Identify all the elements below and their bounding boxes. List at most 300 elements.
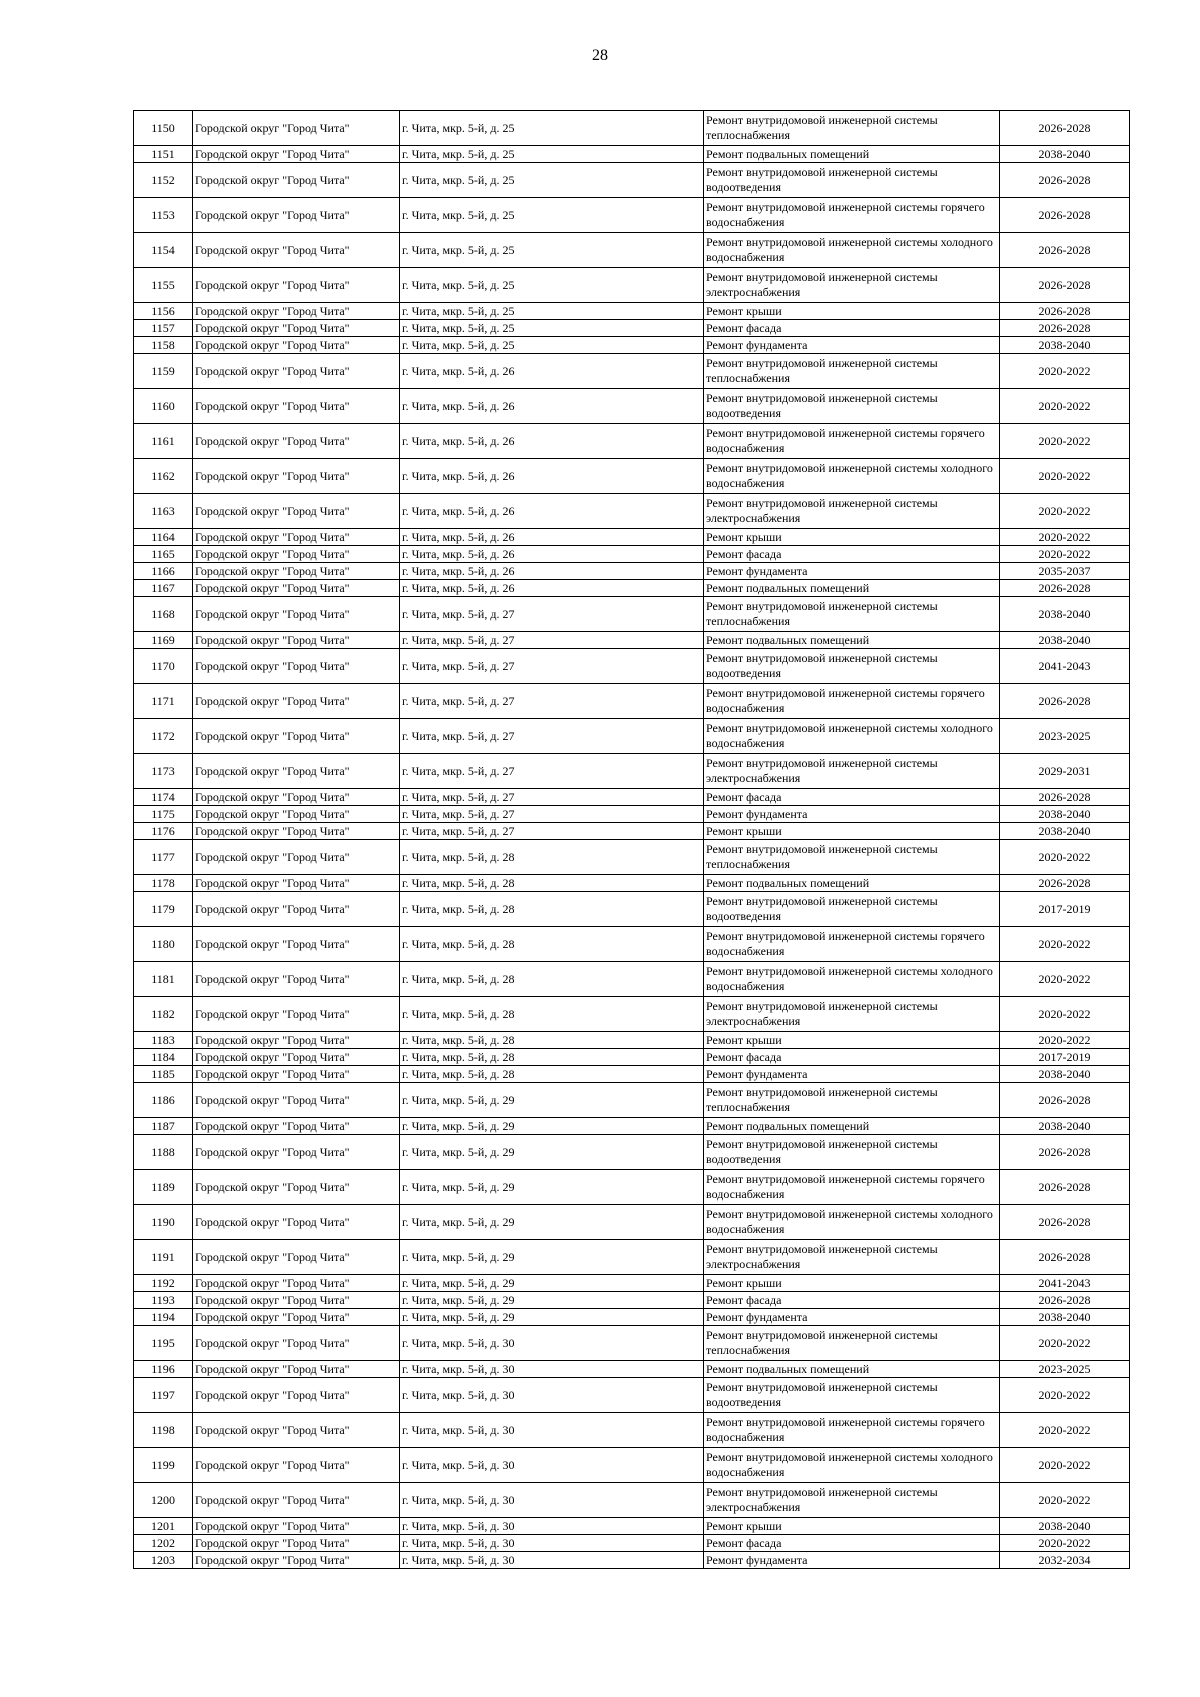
row-number-cell: 1184 bbox=[134, 1049, 193, 1066]
municipality-cell: Городской округ "Город Чита" bbox=[193, 1275, 400, 1292]
row-number-cell: 1161 bbox=[134, 424, 193, 459]
address-cell: г. Чита, мкр. 5-й, д. 30 bbox=[400, 1413, 704, 1448]
address-cell: г. Чита, мкр. 5-й, д. 26 bbox=[400, 389, 704, 424]
period-cell: 2026-2028 bbox=[1000, 111, 1130, 146]
row-number-cell: 1173 bbox=[134, 754, 193, 789]
period-cell: 2038-2040 bbox=[1000, 1518, 1130, 1535]
address-cell: г. Чита, мкр. 5-й, д. 29 bbox=[400, 1275, 704, 1292]
table-row bbox=[134, 1275, 1130, 1292]
address-cell: г. Чита, мкр. 5-й, д. 25 bbox=[400, 233, 704, 268]
address-cell: г. Чита, мкр. 5-й, д. 25 bbox=[400, 198, 704, 233]
address-cell: г. Чита, мкр. 5-й, д. 27 bbox=[400, 632, 704, 649]
period-cell: 2035-2037 bbox=[1000, 563, 1130, 580]
period-cell: 2026-2028 bbox=[1000, 1170, 1130, 1205]
work-type-cell: Ремонт внутридомовой инженерной системы горячего водоснабжения bbox=[704, 684, 1000, 719]
municipality-cell: Городской округ "Город Чита" bbox=[193, 719, 400, 754]
table-row bbox=[134, 459, 1130, 494]
row-number-cell: 1197 bbox=[134, 1378, 193, 1413]
period-cell: 2020-2022 bbox=[1000, 459, 1130, 494]
municipality-cell: Городской округ "Город Чита" bbox=[193, 163, 400, 198]
row-number-cell: 1153 bbox=[134, 198, 193, 233]
table-row bbox=[134, 354, 1130, 389]
address-cell: г. Чита, мкр. 5-й, д. 26 bbox=[400, 546, 704, 563]
address-cell: г. Чита, мкр. 5-й, д. 29 bbox=[400, 1309, 704, 1326]
municipality-cell: Городской округ "Город Чита" bbox=[193, 962, 400, 997]
period-cell: 2020-2022 bbox=[1000, 424, 1130, 459]
table-row bbox=[134, 1135, 1130, 1170]
municipality-cell: Городской округ "Город Чита" bbox=[193, 823, 400, 840]
table-row bbox=[134, 1205, 1130, 1240]
address-cell: г. Чита, мкр. 5-й, д. 30 bbox=[400, 1518, 704, 1535]
row-number-cell: 1202 bbox=[134, 1535, 193, 1552]
address-cell: г. Чита, мкр. 5-й, д. 27 bbox=[400, 823, 704, 840]
work-type-cell: Ремонт внутридомовой инженерной системы холодного водоснабжения bbox=[704, 233, 1000, 268]
municipality-cell: Городской округ "Город Чита" bbox=[193, 146, 400, 163]
address-cell: г. Чита, мкр. 5-й, д. 25 bbox=[400, 163, 704, 198]
municipality-cell: Городской округ "Город Чита" bbox=[193, 389, 400, 424]
period-cell: 2026-2028 bbox=[1000, 303, 1130, 320]
municipality-cell: Городской округ "Город Чита" bbox=[193, 1535, 400, 1552]
row-number-cell: 1189 bbox=[134, 1170, 193, 1205]
work-type-cell: Ремонт внутридомовой инженерной системы теплоснабжения bbox=[704, 111, 1000, 146]
municipality-cell: Городской округ "Город Чита" bbox=[193, 303, 400, 320]
period-cell: 2026-2028 bbox=[1000, 268, 1130, 303]
period-cell: 2038-2040 bbox=[1000, 1309, 1130, 1326]
work-type-cell: Ремонт крыши bbox=[704, 1518, 1000, 1535]
municipality-cell: Городской округ "Город Чита" bbox=[193, 424, 400, 459]
work-type-cell: Ремонт фундамента bbox=[704, 806, 1000, 823]
municipality-cell: Городской округ "Город Чита" bbox=[193, 337, 400, 354]
address-cell: г. Чита, мкр. 5-й, д. 29 bbox=[400, 1240, 704, 1275]
work-type-cell: Ремонт внутридомовой инженерной системы электроснабжения bbox=[704, 268, 1000, 303]
municipality-cell: Городской округ "Город Чита" bbox=[193, 1049, 400, 1066]
period-cell: 2026-2028 bbox=[1000, 1205, 1130, 1240]
work-type-cell: Ремонт фасада bbox=[704, 1535, 1000, 1552]
address-cell: г. Чита, мкр. 5-й, д. 27 bbox=[400, 597, 704, 632]
work-type-cell: Ремонт внутридомовой инженерной системы теплоснабжения bbox=[704, 1326, 1000, 1361]
period-cell: 2038-2040 bbox=[1000, 337, 1130, 354]
work-type-cell: Ремонт внутридомовой инженерной системы водоотведения bbox=[704, 1378, 1000, 1413]
table-row bbox=[134, 649, 1130, 684]
table-row bbox=[134, 1309, 1130, 1326]
address-cell: г. Чита, мкр. 5-й, д. 26 bbox=[400, 424, 704, 459]
work-type-cell: Ремонт внутридомовой инженерной системы электроснабжения bbox=[704, 997, 1000, 1032]
row-number-cell: 1182 bbox=[134, 997, 193, 1032]
period-cell: 2020-2022 bbox=[1000, 354, 1130, 389]
work-type-cell: Ремонт крыши bbox=[704, 303, 1000, 320]
row-number-cell: 1194 bbox=[134, 1309, 193, 1326]
row-number-cell: 1186 bbox=[134, 1083, 193, 1118]
period-cell: 2020-2022 bbox=[1000, 927, 1130, 962]
row-number-cell: 1200 bbox=[134, 1483, 193, 1518]
municipality-cell: Городской округ "Город Чита" bbox=[193, 840, 400, 875]
table-row bbox=[134, 1378, 1130, 1413]
row-number-cell: 1156 bbox=[134, 303, 193, 320]
table-row bbox=[134, 997, 1130, 1032]
work-type-cell: Ремонт фундамента bbox=[704, 563, 1000, 580]
row-number-cell: 1169 bbox=[134, 632, 193, 649]
work-type-cell: Ремонт фундамента bbox=[704, 1066, 1000, 1083]
table-row bbox=[134, 962, 1130, 997]
municipality-cell: Городской округ "Город Чита" bbox=[193, 1309, 400, 1326]
row-number-cell: 1195 bbox=[134, 1326, 193, 1361]
row-number-cell: 1178 bbox=[134, 875, 193, 892]
municipality-cell: Городской округ "Город Чита" bbox=[193, 233, 400, 268]
table-row bbox=[134, 1552, 1130, 1569]
table-row bbox=[134, 546, 1130, 563]
municipality-cell: Городской округ "Город Чита" bbox=[193, 1378, 400, 1413]
row-number-cell: 1188 bbox=[134, 1135, 193, 1170]
row-number-cell: 1183 bbox=[134, 1032, 193, 1049]
work-type-cell: Ремонт внутридомовой инженерной системы холодного водоснабжения bbox=[704, 719, 1000, 754]
table-row bbox=[134, 1066, 1130, 1083]
address-cell: г. Чита, мкр. 5-й, д. 29 bbox=[400, 1292, 704, 1309]
table-row bbox=[134, 597, 1130, 632]
row-number-cell: 1179 bbox=[134, 892, 193, 927]
work-type-cell: Ремонт подвальных помещений bbox=[704, 580, 1000, 597]
municipality-cell: Городской округ "Город Чита" bbox=[193, 927, 400, 962]
address-cell: г. Чита, мкр. 5-й, д. 25 bbox=[400, 111, 704, 146]
municipality-cell: Городской округ "Город Чита" bbox=[193, 754, 400, 789]
municipality-cell: Городской округ "Город Чита" bbox=[193, 875, 400, 892]
work-type-cell: Ремонт внутридомовой инженерной системы электроснабжения bbox=[704, 494, 1000, 529]
row-number-cell: 1193 bbox=[134, 1292, 193, 1309]
row-number-cell: 1167 bbox=[134, 580, 193, 597]
table-row bbox=[134, 337, 1130, 354]
work-type-cell: Ремонт внутридомовой инженерной системы теплоснабжения bbox=[704, 1083, 1000, 1118]
address-cell: г. Чита, мкр. 5-й, д. 25 bbox=[400, 337, 704, 354]
work-type-cell: Ремонт внутридомовой инженерной системы холодного водоснабжения bbox=[704, 1448, 1000, 1483]
period-cell: 2026-2028 bbox=[1000, 1083, 1130, 1118]
address-cell: г. Чита, мкр. 5-й, д. 25 bbox=[400, 320, 704, 337]
table-row bbox=[134, 268, 1130, 303]
table-row bbox=[134, 529, 1130, 546]
period-cell: 2041-2043 bbox=[1000, 649, 1130, 684]
work-type-cell: Ремонт крыши bbox=[704, 529, 1000, 546]
table-row bbox=[134, 632, 1130, 649]
table-row bbox=[134, 1448, 1130, 1483]
row-number-cell: 1180 bbox=[134, 927, 193, 962]
work-type-cell: Ремонт внутридомовой инженерной системы водоотведения bbox=[704, 892, 1000, 927]
work-type-cell: Ремонт внутридомовой инженерной системы теплоснабжения bbox=[704, 354, 1000, 389]
period-cell: 2020-2022 bbox=[1000, 1326, 1130, 1361]
table-row bbox=[134, 1361, 1130, 1378]
work-type-cell: Ремонт крыши bbox=[704, 1032, 1000, 1049]
address-cell: г. Чита, мкр. 5-й, д. 30 bbox=[400, 1361, 704, 1378]
municipality-cell: Городской округ "Город Чита" bbox=[193, 1240, 400, 1275]
row-number-cell: 1199 bbox=[134, 1448, 193, 1483]
work-type-cell: Ремонт фундамента bbox=[704, 337, 1000, 354]
row-number-cell: 1191 bbox=[134, 1240, 193, 1275]
address-cell: г. Чита, мкр. 5-й, д. 28 bbox=[400, 927, 704, 962]
row-number-cell: 1157 bbox=[134, 320, 193, 337]
work-type-cell: Ремонт подвальных помещений bbox=[704, 875, 1000, 892]
address-cell: г. Чита, мкр. 5-й, д. 29 bbox=[400, 1083, 704, 1118]
address-cell: г. Чита, мкр. 5-й, д. 30 bbox=[400, 1483, 704, 1518]
period-cell: 2020-2022 bbox=[1000, 1448, 1130, 1483]
period-cell: 2038-2040 bbox=[1000, 1066, 1130, 1083]
row-number-cell: 1176 bbox=[134, 823, 193, 840]
work-type-cell: Ремонт крыши bbox=[704, 823, 1000, 840]
period-cell: 2026-2028 bbox=[1000, 1240, 1130, 1275]
municipality-cell: Городской округ "Город Чита" bbox=[193, 459, 400, 494]
work-type-cell: Ремонт внутридомовой инженерной системы водоотведения bbox=[704, 163, 1000, 198]
address-cell: г. Чита, мкр. 5-й, д. 28 bbox=[400, 1032, 704, 1049]
address-cell: г. Чита, мкр. 5-й, д. 29 bbox=[400, 1118, 704, 1135]
row-number-cell: 1158 bbox=[134, 337, 193, 354]
period-cell: 2032-2034 bbox=[1000, 1552, 1130, 1569]
municipality-cell: Городской округ "Город Чита" bbox=[193, 1205, 400, 1240]
work-type-cell: Ремонт фундамента bbox=[704, 1309, 1000, 1326]
municipality-cell: Городской округ "Город Чита" bbox=[193, 1066, 400, 1083]
period-cell: 2026-2028 bbox=[1000, 580, 1130, 597]
address-cell: г. Чита, мкр. 5-й, д. 28 bbox=[400, 997, 704, 1032]
address-cell: г. Чита, мкр. 5-й, д. 29 bbox=[400, 1205, 704, 1240]
table-row bbox=[134, 754, 1130, 789]
municipality-cell: Городской округ "Город Чита" bbox=[193, 1413, 400, 1448]
work-type-cell: Ремонт внутридомовой инженерной системы водоотведения bbox=[704, 649, 1000, 684]
address-cell: г. Чита, мкр. 5-й, д. 26 bbox=[400, 459, 704, 494]
table-row bbox=[134, 1483, 1130, 1518]
table-row bbox=[134, 1240, 1130, 1275]
period-cell: 2020-2022 bbox=[1000, 389, 1130, 424]
row-number-cell: 1168 bbox=[134, 597, 193, 632]
period-cell: 2017-2019 bbox=[1000, 1049, 1130, 1066]
table-row bbox=[134, 1413, 1130, 1448]
address-cell: г. Чита, мкр. 5-й, д. 26 bbox=[400, 563, 704, 580]
address-cell: г. Чита, мкр. 5-й, д. 27 bbox=[400, 684, 704, 719]
table-row bbox=[134, 1118, 1130, 1135]
row-number-cell: 1154 bbox=[134, 233, 193, 268]
table-row bbox=[134, 1292, 1130, 1309]
address-cell: г. Чита, мкр. 5-й, д. 28 bbox=[400, 962, 704, 997]
page-number: 28 bbox=[592, 47, 608, 64]
row-number-cell: 1165 bbox=[134, 546, 193, 563]
period-cell: 2026-2028 bbox=[1000, 320, 1130, 337]
table-row bbox=[134, 303, 1130, 320]
municipality-cell: Городской округ "Город Чита" bbox=[193, 1292, 400, 1309]
address-cell: г. Чита, мкр. 5-й, д. 27 bbox=[400, 754, 704, 789]
work-type-cell: Ремонт внутридомовой инженерной системы водоотведения bbox=[704, 389, 1000, 424]
work-type-cell: Ремонт внутридомовой инженерной системы водоотведения bbox=[704, 1135, 1000, 1170]
row-number-cell: 1160 bbox=[134, 389, 193, 424]
municipality-cell: Городской округ "Город Чита" bbox=[193, 580, 400, 597]
municipality-cell: Городской округ "Город Чита" bbox=[193, 268, 400, 303]
address-cell: г. Чита, мкр. 5-й, д. 27 bbox=[400, 806, 704, 823]
municipality-cell: Городской округ "Город Чита" bbox=[193, 546, 400, 563]
municipality-cell: Городской округ "Город Чита" bbox=[193, 354, 400, 389]
row-number-cell: 1177 bbox=[134, 840, 193, 875]
municipality-cell: Городской округ "Город Чита" bbox=[193, 198, 400, 233]
period-cell: 2020-2022 bbox=[1000, 962, 1130, 997]
work-type-cell: Ремонт внутридомовой инженерной системы теплоснабжения bbox=[704, 597, 1000, 632]
address-cell: г. Чита, мкр. 5-й, д. 30 bbox=[400, 1378, 704, 1413]
address-cell: г. Чита, мкр. 5-й, д. 30 bbox=[400, 1326, 704, 1361]
address-cell: г. Чита, мкр. 5-й, д. 28 bbox=[400, 1066, 704, 1083]
period-cell: 2026-2028 bbox=[1000, 684, 1130, 719]
municipality-cell: Городской округ "Город Чита" bbox=[193, 320, 400, 337]
row-number-cell: 1192 bbox=[134, 1275, 193, 1292]
address-cell: г. Чита, мкр. 5-й, д. 27 bbox=[400, 649, 704, 684]
municipality-cell: Городской округ "Город Чита" bbox=[193, 632, 400, 649]
period-cell: 2026-2028 bbox=[1000, 1135, 1130, 1170]
work-type-cell: Ремонт фасада bbox=[704, 789, 1000, 806]
municipality-cell: Городской округ "Город Чита" bbox=[193, 806, 400, 823]
table-row bbox=[134, 146, 1130, 163]
municipality-cell: Городской округ "Город Чита" bbox=[193, 597, 400, 632]
table-row bbox=[134, 892, 1130, 927]
row-number-cell: 1181 bbox=[134, 962, 193, 997]
table-body bbox=[134, 111, 1130, 1569]
row-number-cell: 1152 bbox=[134, 163, 193, 198]
table-row bbox=[134, 424, 1130, 459]
work-type-cell: Ремонт внутридомовой инженерной системы горячего водоснабжения bbox=[704, 1170, 1000, 1205]
municipality-cell: Городской округ "Город Чита" bbox=[193, 563, 400, 580]
period-cell: 2026-2028 bbox=[1000, 163, 1130, 198]
municipality-cell: Городской округ "Город Чита" bbox=[193, 111, 400, 146]
address-cell: г. Чита, мкр. 5-й, д. 28 bbox=[400, 892, 704, 927]
row-number-cell: 1187 bbox=[134, 1118, 193, 1135]
row-number-cell: 1159 bbox=[134, 354, 193, 389]
table-row bbox=[134, 1518, 1130, 1535]
period-cell: 2026-2028 bbox=[1000, 1292, 1130, 1309]
table-row bbox=[134, 719, 1130, 754]
period-cell: 2026-2028 bbox=[1000, 875, 1130, 892]
address-cell: г. Чита, мкр. 5-й, д. 27 bbox=[400, 789, 704, 806]
table-row bbox=[134, 927, 1130, 962]
period-cell: 2026-2028 bbox=[1000, 789, 1130, 806]
row-number-cell: 1190 bbox=[134, 1205, 193, 1240]
municipality-cell: Городской округ "Город Чита" bbox=[193, 997, 400, 1032]
municipality-cell: Городской округ "Город Чита" bbox=[193, 649, 400, 684]
municipality-cell: Городской округ "Город Чита" bbox=[193, 684, 400, 719]
municipality-cell: Городской округ "Город Чита" bbox=[193, 1118, 400, 1135]
work-type-cell: Ремонт подвальных помещений bbox=[704, 1361, 1000, 1378]
row-number-cell: 1203 bbox=[134, 1552, 193, 1569]
period-cell: 2017-2019 bbox=[1000, 892, 1130, 927]
municipality-cell: Городской округ "Город Чита" bbox=[193, 494, 400, 529]
table-row bbox=[134, 684, 1130, 719]
table-row bbox=[134, 1326, 1130, 1361]
row-number-cell: 1175 bbox=[134, 806, 193, 823]
work-type-cell: Ремонт внутридомовой инженерной системы холодного водоснабжения bbox=[704, 1205, 1000, 1240]
address-cell: г. Чита, мкр. 5-й, д. 28 bbox=[400, 840, 704, 875]
table-row bbox=[134, 1535, 1130, 1552]
work-type-cell: Ремонт фасада bbox=[704, 546, 1000, 563]
municipality-cell: Городской округ "Город Чита" bbox=[193, 892, 400, 927]
work-type-cell: Ремонт подвальных помещений bbox=[704, 1118, 1000, 1135]
period-cell: 2026-2028 bbox=[1000, 233, 1130, 268]
work-type-cell: Ремонт внутридомовой инженерной системы теплоснабжения bbox=[704, 840, 1000, 875]
table-row bbox=[134, 580, 1130, 597]
address-cell: г. Чита, мкр. 5-й, д. 26 bbox=[400, 529, 704, 546]
period-cell: 2020-2022 bbox=[1000, 546, 1130, 563]
row-number-cell: 1185 bbox=[134, 1066, 193, 1083]
period-cell: 2020-2022 bbox=[1000, 840, 1130, 875]
period-cell: 2020-2022 bbox=[1000, 1413, 1130, 1448]
row-number-cell: 1171 bbox=[134, 684, 193, 719]
municipality-cell: Городской округ "Город Чита" bbox=[193, 1326, 400, 1361]
table-row bbox=[134, 875, 1130, 892]
work-type-cell: Ремонт внутридомовой инженерной системы электроснабжения bbox=[704, 754, 1000, 789]
period-cell: 2038-2040 bbox=[1000, 597, 1130, 632]
row-number-cell: 1172 bbox=[134, 719, 193, 754]
address-cell: г. Чита, мкр. 5-й, д. 30 bbox=[400, 1448, 704, 1483]
address-cell: г. Чита, мкр. 5-й, д. 29 bbox=[400, 1135, 704, 1170]
row-number-cell: 1150 bbox=[134, 111, 193, 146]
address-cell: г. Чита, мкр. 5-й, д. 25 bbox=[400, 146, 704, 163]
period-cell: 2038-2040 bbox=[1000, 823, 1130, 840]
row-number-cell: 1198 bbox=[134, 1413, 193, 1448]
row-number-cell: 1163 bbox=[134, 494, 193, 529]
period-cell: 2020-2022 bbox=[1000, 1483, 1130, 1518]
table-row bbox=[134, 563, 1130, 580]
address-cell: г. Чита, мкр. 5-й, д. 26 bbox=[400, 354, 704, 389]
municipality-cell: Городской округ "Город Чита" bbox=[193, 529, 400, 546]
table-row bbox=[134, 389, 1130, 424]
row-number-cell: 1164 bbox=[134, 529, 193, 546]
address-cell: г. Чита, мкр. 5-й, д. 26 bbox=[400, 580, 704, 597]
address-cell: г. Чита, мкр. 5-й, д. 25 bbox=[400, 303, 704, 320]
table-row bbox=[134, 1170, 1130, 1205]
table-row bbox=[134, 806, 1130, 823]
table-row bbox=[134, 494, 1130, 529]
row-number-cell: 1201 bbox=[134, 1518, 193, 1535]
work-type-cell: Ремонт подвальных помещений bbox=[704, 632, 1000, 649]
row-number-cell: 1170 bbox=[134, 649, 193, 684]
municipality-cell: Городской округ "Город Чита" bbox=[193, 789, 400, 806]
work-type-cell: Ремонт фасада bbox=[704, 1292, 1000, 1309]
work-type-cell: Ремонт фасада bbox=[704, 1049, 1000, 1066]
table-row bbox=[134, 233, 1130, 268]
municipality-cell: Городской округ "Город Чита" bbox=[193, 1552, 400, 1569]
work-type-cell: Ремонт внутридомовой инженерной системы электроснабжения bbox=[704, 1483, 1000, 1518]
period-cell: 2020-2022 bbox=[1000, 1535, 1130, 1552]
work-type-cell: Ремонт фасада bbox=[704, 320, 1000, 337]
work-type-cell: Ремонт внутридомовой инженерной системы электроснабжения bbox=[704, 1240, 1000, 1275]
period-cell: 2026-2028 bbox=[1000, 198, 1130, 233]
work-type-cell: Ремонт внутридомовой инженерной системы горячего водоснабжения bbox=[704, 198, 1000, 233]
municipality-cell: Городской округ "Город Чита" bbox=[193, 1483, 400, 1518]
address-cell: г. Чита, мкр. 5-й, д. 28 bbox=[400, 875, 704, 892]
work-type-cell: Ремонт крыши bbox=[704, 1275, 1000, 1292]
period-cell: 2023-2025 bbox=[1000, 719, 1130, 754]
table-row bbox=[134, 840, 1130, 875]
table-row bbox=[134, 198, 1130, 233]
period-cell: 2041-2043 bbox=[1000, 1275, 1130, 1292]
row-number-cell: 1174 bbox=[134, 789, 193, 806]
period-cell: 2020-2022 bbox=[1000, 1378, 1130, 1413]
period-cell: 2020-2022 bbox=[1000, 997, 1130, 1032]
row-number-cell: 1162 bbox=[134, 459, 193, 494]
period-cell: 2038-2040 bbox=[1000, 806, 1130, 823]
period-cell: 2038-2040 bbox=[1000, 146, 1130, 163]
work-type-cell: Ремонт подвальных помещений bbox=[704, 146, 1000, 163]
table-row bbox=[134, 320, 1130, 337]
period-cell: 2023-2025 bbox=[1000, 1361, 1130, 1378]
period-cell: 2020-2022 bbox=[1000, 1032, 1130, 1049]
row-number-cell: 1196 bbox=[134, 1361, 193, 1378]
table-row bbox=[134, 1032, 1130, 1049]
address-cell: г. Чита, мкр. 5-й, д. 29 bbox=[400, 1170, 704, 1205]
work-type-cell: Ремонт внутридомовой инженерной системы горячего водоснабжения bbox=[704, 1413, 1000, 1448]
table-row bbox=[134, 823, 1130, 840]
table-row bbox=[134, 111, 1130, 146]
address-cell: г. Чита, мкр. 5-й, д. 30 bbox=[400, 1535, 704, 1552]
table-row bbox=[134, 163, 1130, 198]
work-type-cell: Ремонт внутридомовой инженерной системы горячего водоснабжения bbox=[704, 424, 1000, 459]
row-number-cell: 1166 bbox=[134, 563, 193, 580]
